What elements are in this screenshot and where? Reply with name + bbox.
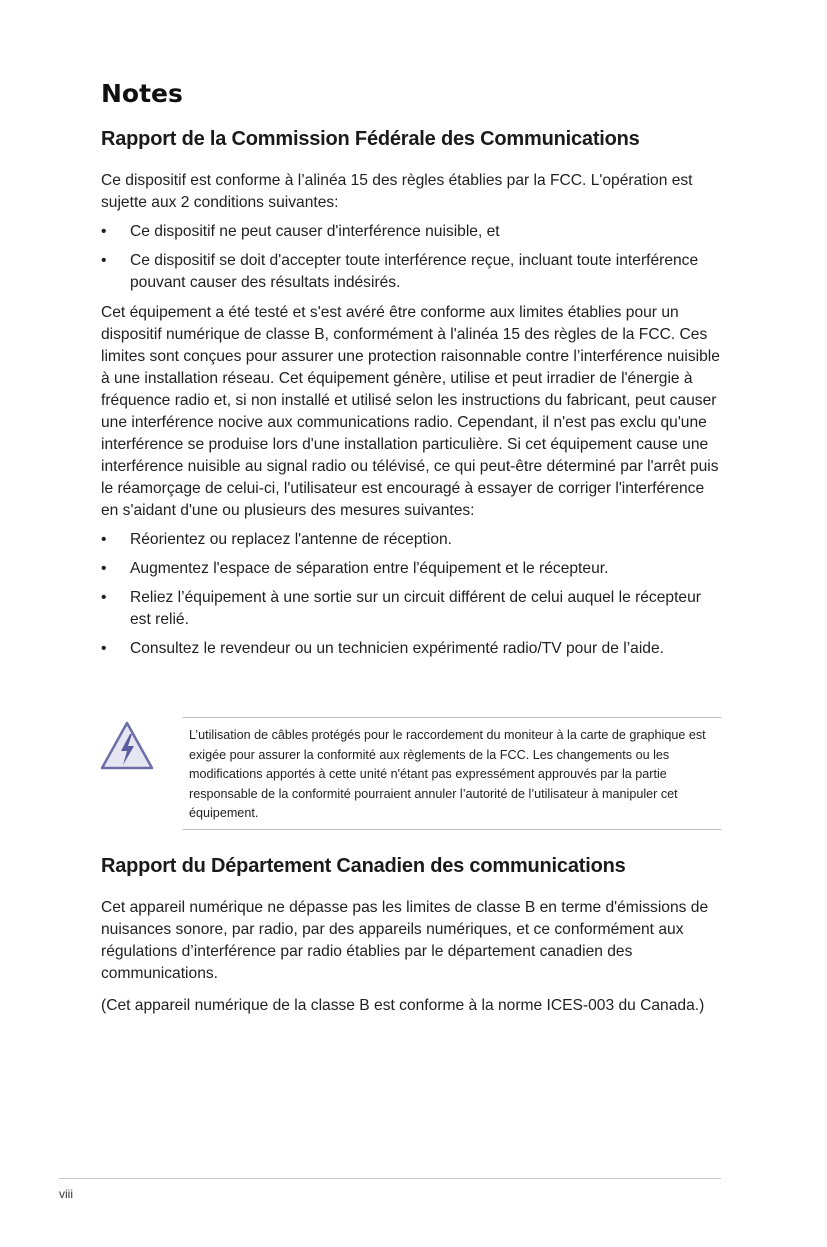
fcc-conditions-list bbox=[101, 221, 721, 294]
canada-paragraph-1: Cet appareil numérique ne dépasse pas les limites de classe B en terme d'émissions de nuisances sonore, par radio, par des appareils numériques, et ce conformément aux régulations d’interférence par radio établies par le département canadien des communications. bbox=[101, 899, 709, 982]
fcc-intro: Ce dispositif est conforme à l’alinéa 15 des règles établies par la FCC. L'opération est sujette aux 2 conditions suivantes: bbox=[101, 172, 693, 211]
bullet-icon: • bbox=[101, 531, 107, 548]
canada-paragraph-2: (Cet appareil numérique de la classe B est conforme à la norme ICES-003 du Canada.) bbox=[101, 997, 705, 1014]
list-item: • Consultez le revendeur ou un technicien expérimenté radio/TV pour de l’aide. bbox=[101, 638, 721, 660]
fcc-paragraph-block bbox=[101, 302, 721, 660]
list-item: • Augmentez l'espace de séparation entre l'équipement et le récepteur. bbox=[101, 558, 721, 580]
bullet-icon: • bbox=[101, 640, 107, 657]
note-text: L’utilisation de câbles protégés pour le raccordement du moniteur à la carte de graphique est exigée pour assurer la conformité aux règlements de la FCC. Les changements ou les modifications apportés à cette unité n'étant pas expressément approuvés par la partie responsable de la conformité pourraient annuler l’autorité de l’utilisateur à manipuler cet équipement. bbox=[189, 728, 706, 820]
list-item: • Ce dispositif ne peut causer d'interférence nuisible, et bbox=[101, 221, 721, 243]
fcc-section bbox=[101, 170, 721, 294]
bullet-icon: • bbox=[101, 252, 107, 269]
list-item: • Ce dispositif se doit d'accepter toute interférence reçue, incluant toute interférence pouvant causer des résultats indésirés. bbox=[101, 252, 699, 291]
canada-section bbox=[101, 897, 721, 1017]
bullet-icon: • bbox=[101, 223, 107, 240]
fcc-paragraph: Cet équipement a été testé et s'est avéré être conforme aux limites établies pour un dispositif numérique de classe B, conformément à l'alinéa 15 des règles de la FCC. Ces limites sont conçues pour assurer une protection raisonnable contre l’interférence nuisible à une installation réseau. Cet équipement génère, utilise et peut irradier de l'énergie à fréquence radio et, si non installé et utilisé selon les instructions du fabricant, peut causer une interférence nocive aux communications radio. Cependant, il n'est pas exclu qu'une interférence se produise lors d'une installation particulière. Si cet équipement cause une interférence nuisible au signal radio ou télévisé, ce qui peut-être déterminé par l'arrêt puis le réamorçage de celui-ci, l'utilisateur est encouragé à essayer de corriger l'interférence en s'aidant d'une ou plusieurs des mesures suivantes: bbox=[101, 304, 720, 519]
page-number: viii bbox=[59, 1187, 73, 1201]
list-item: • Reliez l’équipement à une sortie sur un circuit différent de celui auquel le récepteur est relié. bbox=[101, 589, 701, 628]
bullet-icon: • bbox=[101, 560, 107, 577]
page-title: Notes bbox=[101, 79, 183, 108]
fcc-heading: Rapport de la Commission Fédérale des Communications bbox=[101, 128, 640, 150]
note-box bbox=[183, 717, 721, 830]
footer-divider bbox=[59, 1178, 721, 1179]
list-item: • Réorientez ou replacez l'antenne de réception. bbox=[101, 529, 721, 551]
bullet-icon: • bbox=[101, 589, 107, 606]
canada-heading: Rapport du Département Canadien des communications bbox=[101, 855, 626, 877]
warning-icon bbox=[99, 720, 155, 772]
fcc-measures-list bbox=[101, 529, 721, 660]
